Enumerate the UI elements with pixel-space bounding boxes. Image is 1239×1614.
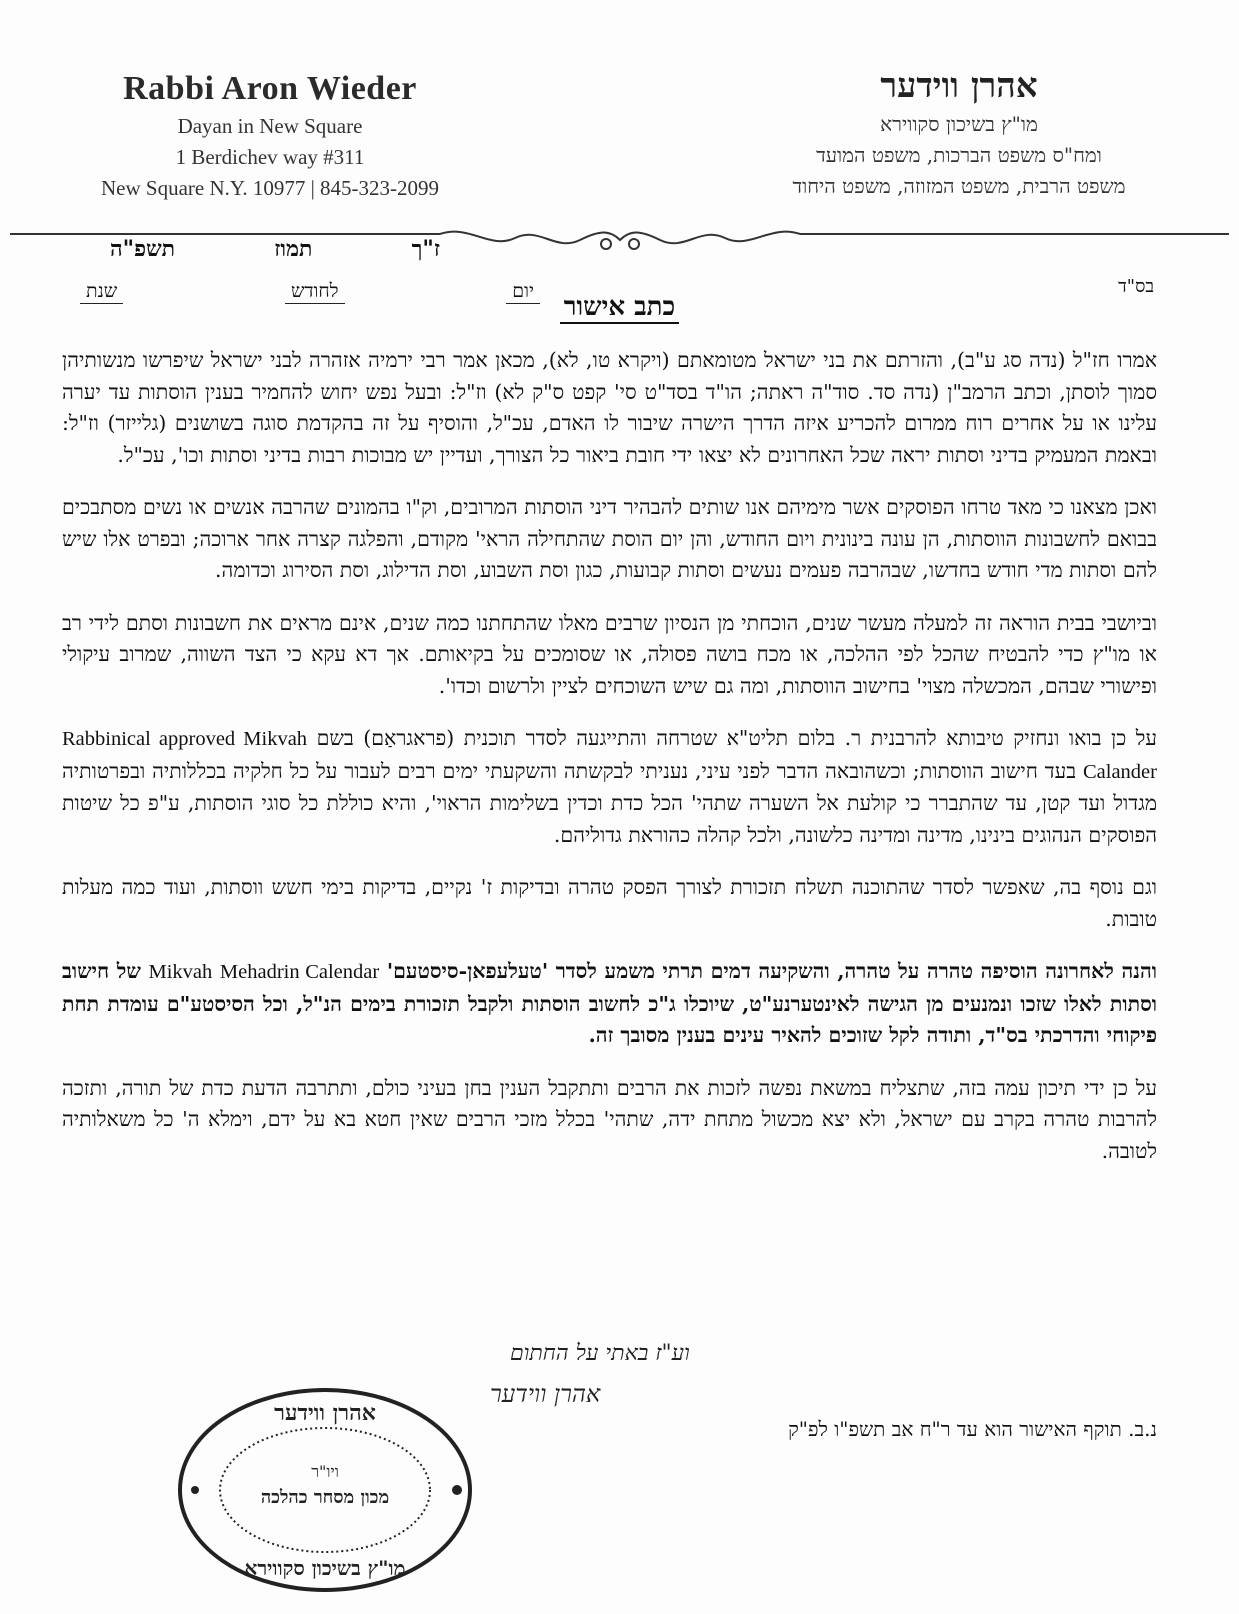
address-line-1: 1 Berdichev way #311 <box>175 145 365 169</box>
label-year: שנת <box>80 280 123 304</box>
mikvah-term: Mikvah <box>148 961 213 983</box>
signature-line-2: אהרן ווידער <box>490 1380 601 1408</box>
label-day: יום <box>506 280 540 304</box>
stamp-bottom-text: מו"ץ בשיכון סקווירא <box>244 1556 406 1580</box>
paragraph-6 <box>62 956 1157 1052</box>
calendar-name-2: Mehadrin Calendar <box>219 961 380 983</box>
date-year: תשפ"ה <box>110 236 176 262</box>
label-month: לחודש <box>285 280 345 304</box>
bsd-mark: בס"ד <box>1118 276 1154 297</box>
letter-body <box>62 345 1157 1188</box>
paragraph-4-text: על כן בואו ונחזיק טיבותא להרבנית ר. בלום תליט"א שטרחה והתייגעה לסדר תוכנית (פראגראַם) בשם <box>316 726 1157 750</box>
paragraph-4b-text: בעד חישוב הווסתות; וכשהובאה הדבר לפני עיני, נעניתי לבקשתה והשקעתי ימים רבים לעבור על כל חלקיה בכללותיה ובפרטותיה מגדול ועד קטן, עד שהתברר כי קולעת אל השערה שתהי' הכל כדת וכדין בשלימות הראוי', והיא כוללת כל סוגי הוסתות, ע"פ כל שיטות הפוסקים הנהוגים בינינו, מדינה ומדינה כלשונה, ולכל קהלה כהוראת גדוליהם. <box>62 758 1157 847</box>
document-title <box>0 292 1239 322</box>
stamp-top-text: אהרן ווידער <box>274 1400 376 1426</box>
date-day: ז"ך <box>411 236 440 262</box>
rabbi-title-en: Dayan in New Square <box>177 114 363 138</box>
date-month: תמוז <box>274 236 313 262</box>
rabbi-title-he: מו"ץ בשיכון סקווירא <box>880 112 1038 136</box>
rabbinical-stamp <box>175 1385 475 1595</box>
stamp-middle-1: ויו"ר <box>311 1462 339 1481</box>
rabbi-name-he: אהרן ווידער <box>880 66 1038 106</box>
paragraph-7: על כן ידי תיכון עמה בזה, שתצליח במשאת נפשה לזכות את הרבים ותתקבל הענין בחן בעיני כולם, ותתרבה הדעת כדת של תורה, ותזכה להרבות טהרה בקרב עם ישראל, ולא יצא מכשול מתחת ידה, שתהי' בכלל מזכי הרבים שאין חטא בא על ידם, וימלא ה' כל משאלותיה לטובה. <box>62 1075 1157 1163</box>
paragraph-3: וביושבי בבית הוראה זה למעלה מעשר שנים, הוכחתי מן הנסיון שרבים מאלו שהתחתנו כמה שנים, אינם מראים את חשבונות וסתם לידי רב או מו"ץ כדי להבטיח שהכל לפי ההלכה, או מכח בושה פסולה, או שסומכים על בקיאותם. אך דא עקא כי הצד השווה, שמרוב עיקולי ופישורי שבהם, המכשלה מצוי' בחישוב הווסתות, ומה גם שיש השוכחים לציין ולרשום וכדו'. <box>62 610 1157 698</box>
paragraph-6b-text: של חישוב וסתות לאלו שזכו ונמנעים מן הגישה לאינטערנע"ט, שיוכלו ג"כ לחשוב הוסתות ולקבל תזכורת בימים הנ"ל, וכל הסיסטע"ם עומדת תחת פיקוחי והדרכתי בס"ד, ותודה לקל שזוכים להאיר עינים בענין מסובך זה. <box>62 959 1157 1047</box>
stamp-middle-2: מכון מסחר כהלכה <box>260 1487 390 1508</box>
letterhead-english <box>60 70 480 201</box>
rabbi-name-en: Rabbi Aron Wieder <box>123 70 417 107</box>
paragraph-5: וגם נוסף בה, שאפשר לסדר שהתוכנה תשלח תזכורת לצורך הפסק טהרה ובדיקות ז' נקיים, בדיקות בימי חשש ווסתות, ועוד כמה מעלות טובות. <box>62 875 1157 931</box>
document-title-text: כתב אישור <box>560 292 680 324</box>
paragraph-1: אמרו חז"ל (נדה סג ע"ב), והזרתם את בני ישראל מטומאתם (ויקרא טו, לא), מכאן אמר רבי ירמיה אזהרה לבני ישראל שיפרשו מנשותיהן סמוך לוסתן, וכתב הרמב"ן (נדה סד. סוד"ה ראתה; הו"ד בסד"ט סי' קפט ס"ק לא) וז"ל: ובעל נפש יחוש להחמיר בענין הוסתות עד יערה עלינו או על אחרים רוח ממרום להכריע איזה הדרך הישרה שיבור לו האדם, עכ"ל, והוסיף על זה בהקדמת סוגה בשושנים (גלייזר) וז"ל: ובאמת המעמיק בדיני וסתות יראה שכל האחרונים לא יצאו ידי חובת ביאור כל הצורך, ועדיין יש מבוכות רבות בדיני וסתות וכו', עכ"ל. <box>62 348 1157 467</box>
paragraph-4 <box>62 723 1157 851</box>
date-values <box>110 236 440 262</box>
paragraph-6-text: והנה לאחרונה הוסיפה טהרה על טהרה, והשקיעה דמים תרתי משמע לסדר 'טעלעפאן-סיסטעם' <box>386 959 1157 983</box>
letterhead-hebrew <box>749 66 1169 199</box>
calendar-name-1: Rabbinical approved Mikvah Calander <box>62 728 1157 783</box>
books-line-1: ומח"ס משפט הברכות, משפט המועד <box>816 143 1102 167</box>
signature-line-1: וע"ז באתי על החתום <box>510 1341 690 1366</box>
address-line-2: New Square N.Y. 10977 | 845-323-2099 <box>100 176 440 200</box>
validity-note: נ.ב. תוקף האישור הוא עד ר"ח אב תשפ"ו לפ"ק <box>788 1417 1157 1441</box>
books-line-2: משפט הרבית, משפט המזוזה, משפט היחוד <box>792 174 1126 198</box>
paragraph-2: ואכן מצאנו כי מאד טרחו הפוסקים אשר מימיהם אנו שותים להבהיר דיני הוסתות המרובים, וק"ו בהמונים שהרבה אנשים או נשים מסתבכים בבואם לחשבונות הווסתות, הן עונה בינונית ויום החודש, והן יום הוסת שהתחילה הראי' מקודם, והפלגה קצרה אחר ארוכה; ובפרט אלו שיש להם וסתות מדי חודש בחדשו, שבהרבה פעמים נעשים וסתות קבועות, כגון וסת השבוע, וסת הדילוג, וסת הסירוג וכדומה. <box>62 495 1157 582</box>
